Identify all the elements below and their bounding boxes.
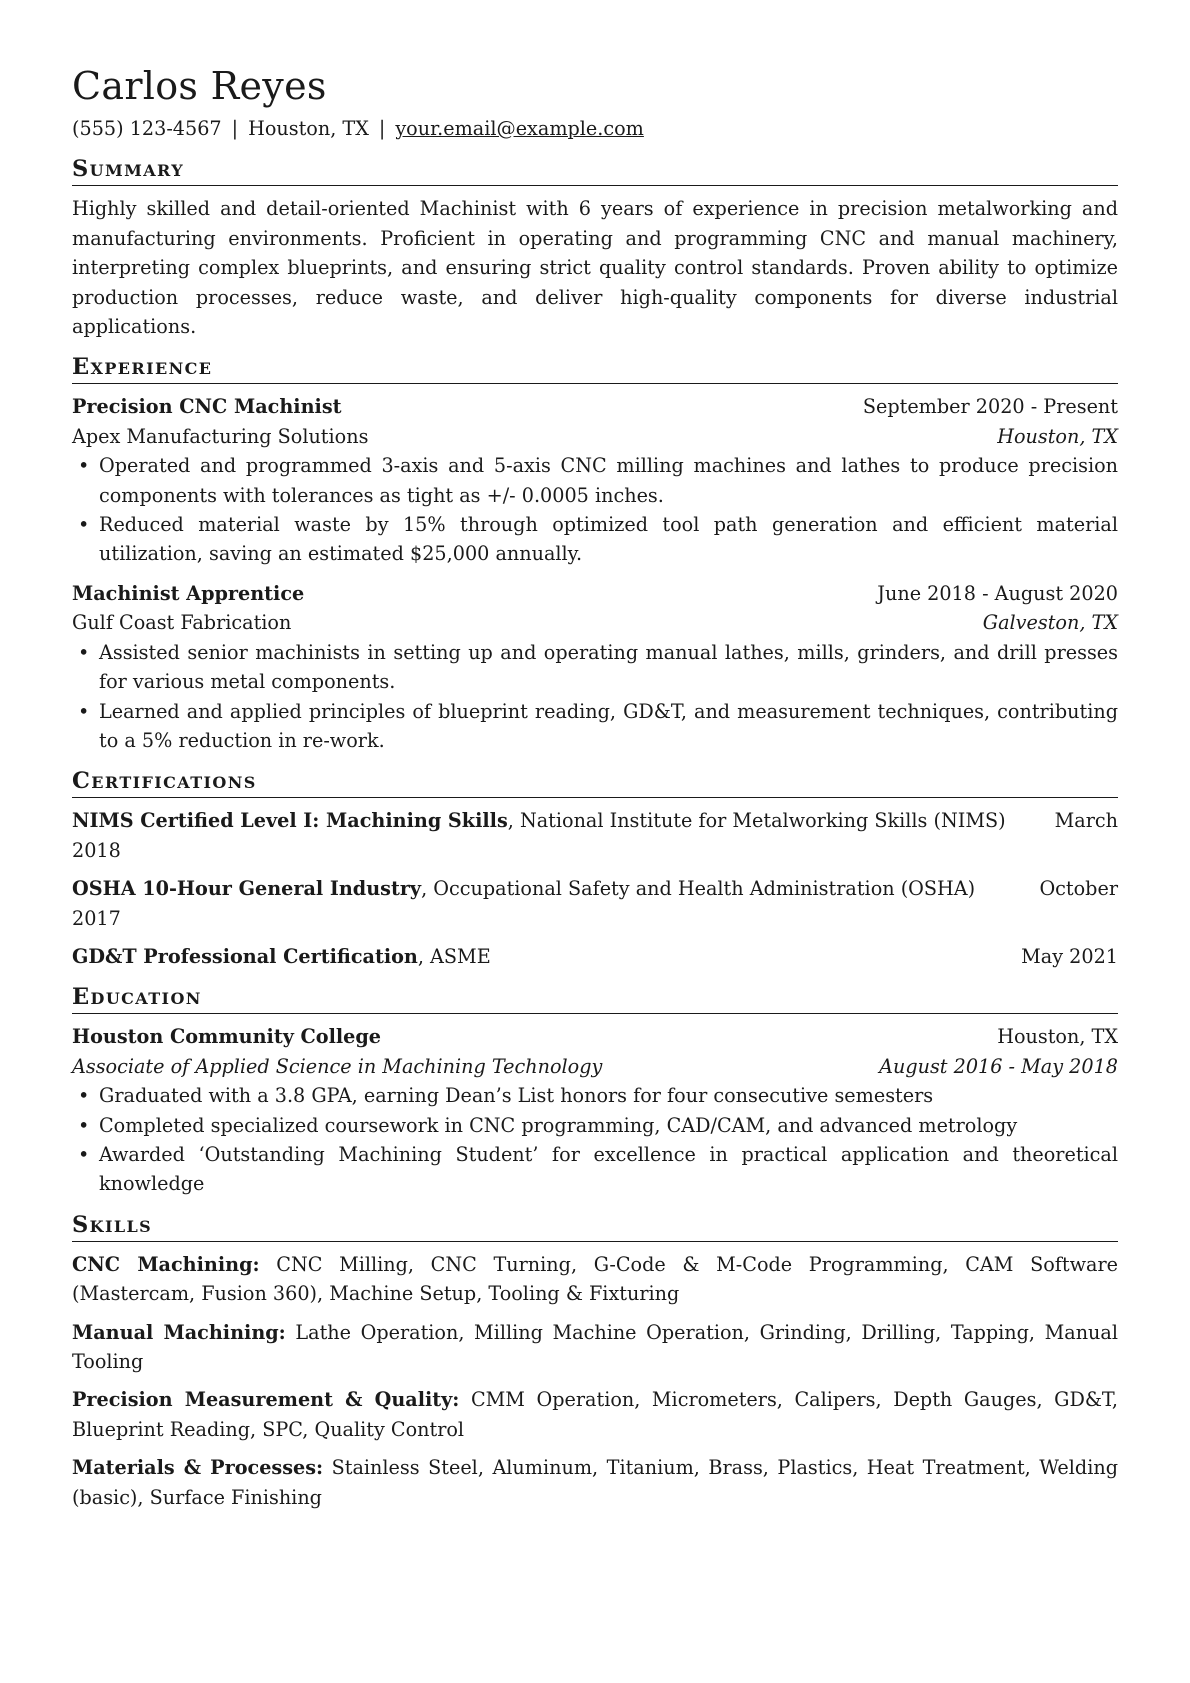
phone: (555) 123-4567 xyxy=(72,117,222,140)
certification-item xyxy=(72,806,1118,865)
job-bullets xyxy=(72,451,1118,569)
skill-items: Stainless Steel, Aluminum, Titanium, Brass, Plastics, Heat Treatment, Welding (basic), Surface Finishing xyxy=(72,1456,1118,1509)
skill-label: Precision Measurement & Quality: xyxy=(72,1388,460,1412)
section-title: Summary xyxy=(72,154,1118,186)
section-title: Experience xyxy=(72,352,1118,384)
list-item: • Reduced material waste by 15% through optimized tool path generation and efficient material utilization, saving an estimated $25,000 annually. xyxy=(72,510,1118,569)
skill-group xyxy=(72,1250,1118,1309)
job-entry xyxy=(72,579,1118,755)
job-role: Precision CNC Machinist xyxy=(72,395,342,419)
skill-group xyxy=(72,1385,1118,1444)
skill-group xyxy=(72,1453,1118,1512)
separator: | xyxy=(231,117,239,140)
job-role: Machinist Apprentice xyxy=(72,581,305,605)
contact-line xyxy=(72,114,1118,143)
certification-item xyxy=(72,942,1118,971)
experience-section xyxy=(72,352,1118,755)
job-entry xyxy=(72,392,1118,568)
section-title: Education xyxy=(72,982,1118,1014)
school-location: Houston, TX xyxy=(997,1025,1118,1049)
certification-item xyxy=(72,874,1118,933)
list-item: • Operated and programmed 3-axis and 5-axis CNC milling machines and lathes to produce precision components with tolerances as tight as +/- 0.0005 inches. xyxy=(72,451,1118,510)
job-bullets xyxy=(72,638,1118,756)
skill-label: Materials & Processes: xyxy=(72,1456,324,1480)
skill-items: CNC Milling, CNC Turning, G-Code & M-Code Programming, CAM Software (Mastercam, Fusion 360), Machine Setup, Tooling & Fixturing xyxy=(72,1252,1118,1306)
email-link[interactable]: your.email@example.com xyxy=(395,117,644,140)
cert-year: 2018 xyxy=(72,838,121,862)
candidate-name: Carlos Reyes xyxy=(72,64,327,108)
job-location: Houston, TX xyxy=(997,424,1118,448)
separator: | xyxy=(378,117,386,140)
degree: Associate of Applied Science in Machining Technology xyxy=(72,1054,603,1078)
skill-label: Manual Machining: xyxy=(72,1320,286,1344)
skill-group xyxy=(72,1318,1118,1377)
skill-items: CMM Operation, Micrometers, Calipers, Depth Gauges, GD&T, Blueprint Reading, SPC, Quality Control xyxy=(72,1388,1118,1441)
list-item: • Awarded ‘Outstanding Machining Student’ for excellence in practical application and theoretical knowledge xyxy=(72,1140,1118,1199)
list-item: • Learned and applied principles of blueprint reading, GD&T, and measurement techniques, contributing to a 5% reduction in re-work. xyxy=(72,697,1118,756)
cert-year: 2017 xyxy=(72,906,121,930)
cert-issuer: , Occupational Safety and Health Administration (OSHA) xyxy=(421,877,976,901)
list-item: • Graduated with a 3.8 GPA, earning Dean’s List honors for four consecutive semesters xyxy=(72,1081,1118,1110)
education-entry xyxy=(72,1022,1118,1198)
skill-label: CNC Machining: xyxy=(72,1252,260,1276)
section-title: Skills xyxy=(72,1210,1118,1242)
education-dates: August 2016 - May 2018 xyxy=(879,1054,1118,1078)
cert-date: March xyxy=(1054,809,1118,833)
job-location: Galveston, TX xyxy=(982,611,1118,635)
skill-items: Lathe Operation, Milling Machine Operation, Grinding, Drilling, Tapping, Manual Tooling xyxy=(72,1320,1118,1373)
cert-name: NIMS Certified Level I: Machining Skills xyxy=(72,809,508,833)
certifications-section xyxy=(72,766,1118,971)
list-item: • Completed specialized coursework in CNC programming, CAD/CAM, and advanced metrology xyxy=(72,1111,1118,1140)
job-dates: September 2020 - Present xyxy=(862,395,1118,419)
cert-date: May 2021 xyxy=(1021,944,1118,968)
list-item: • Assisted senior machinists in setting up and operating manual lathes, mills, grinders, and drill presses for various metal components. xyxy=(72,638,1118,697)
cert-name: OSHA 10-Hour General Industry xyxy=(72,877,422,901)
cert-issuer: , National Institute for Metalworking Skills (NIMS) xyxy=(507,809,1006,833)
education-section xyxy=(72,982,1118,1198)
cert-issuer: , ASME xyxy=(417,944,491,968)
skills-section xyxy=(72,1210,1118,1512)
school-name: Houston Community College xyxy=(72,1025,382,1049)
summary-text: Highly skilled and detail-oriented Machinist with 6 years of experience in precision metalworking and manufacturing environments. Proficient in operating and programming CNC and manual machinery, interpreting complex blueprints, and ensuring strict quality control standards. Proven ability to optimize production processes, reduce waste, and deliver high-quality components for diverse industrial applications. xyxy=(72,197,1118,339)
cert-name: GD&T Professional Certification xyxy=(72,944,418,968)
summary-section xyxy=(72,154,1118,341)
education-bullets xyxy=(72,1081,1118,1199)
job-company: Gulf Coast Fabrication xyxy=(72,611,292,635)
section-title: Certifications xyxy=(72,766,1118,798)
cert-date: October xyxy=(1039,877,1118,901)
job-dates: June 2018 - August 2020 xyxy=(877,581,1118,605)
job-company: Apex Manufacturing Solutions xyxy=(72,424,369,448)
location: Houston, TX xyxy=(248,117,369,140)
